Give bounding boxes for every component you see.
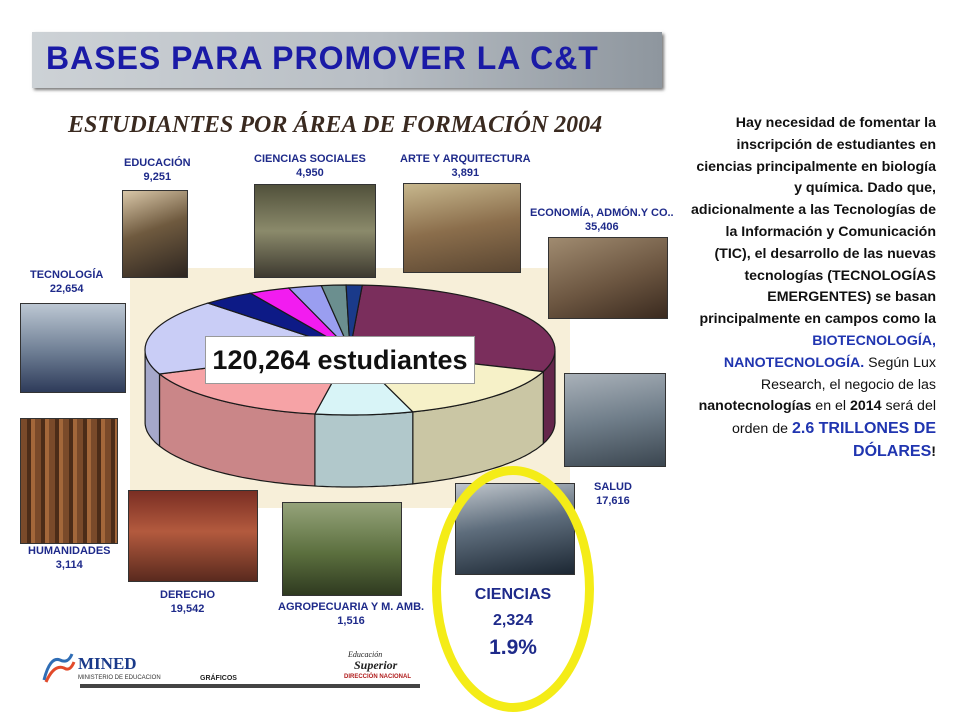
label-agropecuaria-value: 1,516 xyxy=(337,615,365,627)
label-educacion-name: EDUCACIÓN xyxy=(124,157,191,169)
label-arte-arquitectura-name: ARTE Y ARQUITECTURA xyxy=(400,153,531,165)
educacion-superior-line1: Educación xyxy=(348,650,383,659)
side-text-end: ! xyxy=(931,443,936,460)
side-text-year: 2014 xyxy=(850,398,882,415)
label-arte-arquitectura-value: 3,891 xyxy=(451,167,480,179)
label-economia-name: ECONOMÍA, ADMÓN.Y CO.. xyxy=(530,207,674,219)
title-bar xyxy=(32,32,662,88)
mined-logo-subtext: MINISTERIO DE EDUCACION xyxy=(78,675,161,681)
educacion-superior-logo xyxy=(344,650,420,684)
side-text-order: será del orden de xyxy=(732,398,936,438)
label-arte-arquitectura xyxy=(400,152,531,180)
mined-emblem-icon xyxy=(40,650,76,686)
label-humanidades xyxy=(28,544,111,572)
photo-agropecuaria xyxy=(282,502,402,596)
side-text-nano: nanotecnologías xyxy=(698,398,812,415)
label-ciencias-sociales-value: 4,950 xyxy=(296,167,324,179)
label-educacion-value: 9,251 xyxy=(143,171,172,183)
ciencias-percent: 1.9% xyxy=(489,636,537,659)
label-economia xyxy=(530,206,674,234)
label-agropecuaria-name: AGROPECUARIA Y M. AMB. xyxy=(278,601,425,613)
label-tecnologia xyxy=(30,268,103,296)
total-students-label: 120,264 estudiantes xyxy=(212,345,468,375)
educacion-superior-line3: DIRECCIÓN NACIONAL xyxy=(344,674,411,680)
photo-humanidades xyxy=(20,418,118,544)
pie-side-educaci-n xyxy=(315,412,413,487)
label-salud xyxy=(594,480,632,508)
label-derecho-name: DERECHO xyxy=(160,589,216,601)
mined-logo xyxy=(40,648,170,688)
photo-salud xyxy=(564,373,666,467)
label-tecnologia-value: 22,654 xyxy=(49,283,84,295)
side-text-emerging: TECNOLOGÍAS EMERGENTES) xyxy=(767,267,936,306)
educacion-superior-line2: Superior xyxy=(354,658,398,672)
side-paragraph xyxy=(690,113,936,464)
label-economia-value: 35,406 xyxy=(584,221,619,233)
label-humanidades-name: HUMANIDADES xyxy=(28,545,111,557)
side-text-amount: 2.6 TRILLONES DE DÓLARES xyxy=(791,420,936,460)
label-derecho-value: 19,542 xyxy=(170,603,205,615)
mined-logo-text: MINED xyxy=(78,654,137,673)
chart-title: ESTUDIANTES POR ÁREA DE FORMACIÓN 2004 xyxy=(68,112,603,138)
graficos-label: GRÁFICOS xyxy=(200,675,237,682)
side-text-in: en el xyxy=(811,398,851,415)
footer-strip xyxy=(80,684,420,688)
label-salud-name: SALUD xyxy=(594,481,632,493)
label-derecho xyxy=(160,588,215,616)
label-humanidades-value: 3,114 xyxy=(55,559,83,571)
side-text-lux: Según Lux Research, el negocio de las xyxy=(760,354,936,393)
page-title: BASES PARA PROMOVER LA C&T xyxy=(46,40,599,76)
label-tecnologia-name: TECNOLOGÍA xyxy=(30,269,104,281)
label-salud-value: 17,616 xyxy=(596,495,630,507)
side-text-intro: Hay necesidad de fomentar la inscripción de estudiantes en ciencias principalmente en biología y química. Dado que, adicionalmente a las Tecnologías de la Información y Comunicación (TIC), el desarrollo de las nuevas tecnologías ( xyxy=(691,115,936,284)
label-educacion xyxy=(124,156,191,184)
photo-derecho xyxy=(128,490,258,582)
side-text-fields: BIOTECNOLOGÍA, NANOTECNOLOGÍA. xyxy=(723,332,936,371)
ciencias-value: 2,324 xyxy=(492,612,534,629)
label-ciencias-sociales-name: CIENCIAS SOCIALES xyxy=(254,153,366,165)
label-ciencias-sociales xyxy=(254,152,366,180)
total-students-box xyxy=(205,336,475,384)
ciencias-label: CIENCIAS xyxy=(474,586,552,603)
side-text-fields-intro: se basan principalmente en campos como la xyxy=(699,289,936,328)
label-agropecuaria xyxy=(278,600,424,628)
photo-tecnologia xyxy=(20,303,126,393)
